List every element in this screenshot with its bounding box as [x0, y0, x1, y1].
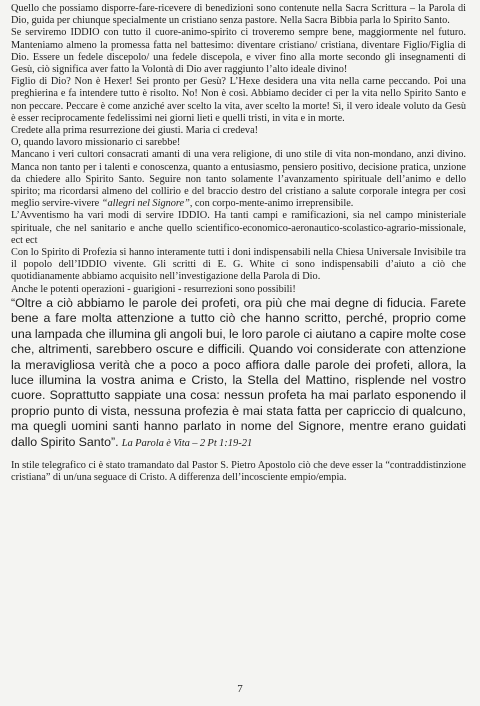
paragraph-prima-resurrezione: Credete alla prima resurrezione dei giusti. Maria ci credeva! [11, 125, 259, 137]
paragraph-lavoro-missionario: O, quando lavoro missionario ci sarebbe! [11, 137, 181, 149]
paragraph-veri-cultori [11, 149, 466, 210]
paragraph-figlio-di-dio: Figlio di Dio? Non è Hexer! Sei pronto per Gesù? L’Hexe desidera una vita nella carne peccando. Poi una preghierina e fa intendere tutto è risolto. No! Non è così. Abbiamo decider ci per la vita nello Spirito Santo e non peccare. Peccare è come anziché aver scelto la vita, aver scelto la morte! Sì, il vero ideale voluto da Gesù è esser reciprocamente fedelissimi nei giorni lieti e quelli tristi, in vita e in morte. [11, 76, 466, 124]
allegri-nel-signore-emphasis: “allegri nel Signore” [101, 198, 190, 210]
bible-quote-citation: La Parola è Vita – 2 Pt 1:19-21 [121, 437, 253, 449]
paragraph-stile-telegrafico: In stile telegrafico ci è stato tramandato dal Pastor S. Pietro Apostolo ciò che deve esser la “contraddistinzione cristiana” di un/una seguace di Cristo. A differenza dell’incosciente empio/empia. [11, 459, 466, 484]
veri-cultori-tail: , con corpo-mente-animo irreprensibile. [189, 198, 354, 210]
paragraph-servire-iddio: Se serviremo IDDIO con tutto il cuore-animo-spirito ci troveremo sempre bene, maggiormente nel futuro. Manteniamo almeno la promessa fatta nel battesimo: diventare cristiano/ cristiana, diventare Figlio/Figlia di Dio. Essere un fedele discepolo/ una fedele discepola, e viver fino alla morte secondo gli insegnamenti di Gesù, ciò significa aver fatto la Volontà di Dio aver raggiunto l’alto ideale divino! [11, 27, 466, 76]
page-number: 7 [237, 683, 243, 695]
bible-quote [11, 296, 466, 451]
paragraph-sacra-scrittura: Quello che possiamo disporre-fare-ricevere di benedizioni sono contenute nella Sacra Scrittura – la Parola di Dio, guida per chiunque specialmente un cristiano senza pastore. Nella Sacra Bibbia parla lo Spirito Santo. [11, 3, 466, 27]
paragraph-potenti-operazioni: Anche le potenti operazioni - guarigioni - resurrezioni sono possibili! [11, 283, 296, 295]
veri-cultori-text: Mancano i veri cultori consacrati amanti di una vera religione, di uno stile di vita non-mondano, anzi divino. Manca non tanto per i talenti e conoscenza, quanto a entusiasmo, pensiero positivo, decisione pratica, unzione da chiedere allo Spirito Santo. Seguire non tanto solamente l’avanzamento spirituale dell’animo e dello spirito; ma ricordarsi almeno del collirio e del braccio destro del cristiano a salute corporale integra per così meglio servire-vivere [11, 149, 466, 210]
paragraph-spirito-di-profezia: Con lo Spirito di Profezia si hanno interamente tutti i doni indispensabili nella Chiesa Universale Invisibile tra il popolo dell’IDDIO vivente. Gli scritti di E. G. White ci sono indispensabili d’aiuto a ciò che quotidianamente abbiamo acquisito nell’investigazione della Parola di Dio. [11, 247, 466, 283]
bible-quote-text: “Oltre a ciò abbiamo le parole dei profeti, ora più che mai degne di fiducia. Farete bene a fare molta attenzione a tutto ciò che hanno scritto, perché, proprio come una lampada che illumina gli angoli bui, le loro parole ci aiutano a capire molte cose che, altrimenti, sarebbero oscure e difficili. Quando voi considerate con attenzione la meravigliosa verità che a poco a poco affiora dalle parole dei profeti, allora, la luce illumina la vostra anima e Cristo, la Stella del Mattino, risplende nel vostro cuore. Soprattutto sappiate una cosa: nessun profeta ha mai parlato esponendo il proprio punto di vista, nessuna profezia è mai stata fatta per capriccio di qualcuno, ma quegli uomini santi hanno parlato in nome del Signore, mentre erano guidati dallo Spirito Santo”. [11, 295, 466, 449]
paragraph-avventismo: L’Avventismo ha vari modi di servire IDDIO. Ha tanti campi e ramificazioni, sia nel campo ministeriale spirituale, che nel sanitario e anche quello scientifico-economico-aeronautico-scolastico-agrario-missionale, ect ect [11, 210, 466, 246]
